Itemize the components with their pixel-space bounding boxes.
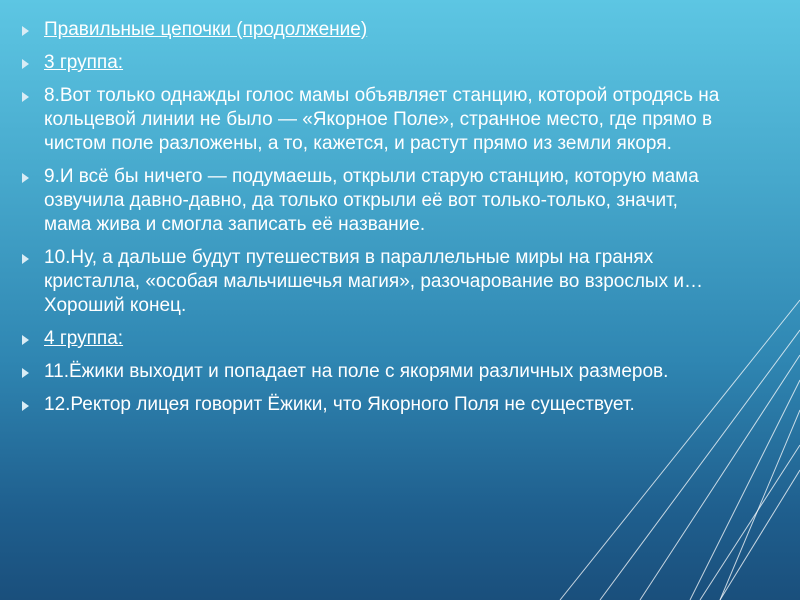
bullet-item-title — [22, 18, 722, 42]
item-text: 10.Ну, а дальше будут путешествия в параллельные миры на гранях кристалла, «особая мальчишечья магия», разочарование во взрослых и… Хороший конец. — [44, 247, 703, 316]
bullet-arrow-icon — [22, 254, 29, 264]
slide-body — [22, 18, 722, 426]
item-text: Правильные цепочки (продолжение) — [44, 19, 368, 40]
item-text: 9.И всё бы ничего — подумаешь, открыли старую станцию, которую мама озвучила давно-давно, да только открыли её вот только-только, значит, мама жива и смогла записать её название. — [44, 166, 699, 235]
bullet-item-10 — [22, 246, 722, 318]
item-text: 12.Ректор лицея говорит Ёжики, что Якорного Поля не существует. — [44, 394, 635, 415]
bullet-item-9 — [22, 165, 722, 237]
bullet-item-11 — [22, 360, 722, 384]
bullet-item-8 — [22, 84, 722, 156]
bullet-item-12 — [22, 393, 722, 417]
bullet-arrow-icon — [22, 368, 29, 378]
item-text: 11.Ёжики выходит и попадает на поле с якорями различных размеров. — [44, 361, 669, 382]
item-text: 3 группа: — [44, 52, 124, 73]
bullet-arrow-icon — [22, 92, 29, 102]
bullet-arrow-icon — [22, 59, 29, 69]
bullet-item-group-3 — [22, 51, 722, 75]
bullet-arrow-icon — [22, 335, 29, 345]
item-text: 4 группа: — [44, 328, 124, 349]
bullet-arrow-icon — [22, 173, 29, 183]
bullet-item-group-4 — [22, 327, 722, 351]
bullet-arrow-icon — [22, 401, 29, 411]
bullet-arrow-icon — [22, 26, 29, 36]
item-text: 8.Вот только однажды голос мамы объявляет станцию, которой отродясь на кольцевой линии не было — «Якорное Поле», странное место, где прямо в чистом поле разложены, а то, кажется, и растут прямо из земли якоря. — [44, 85, 720, 154]
